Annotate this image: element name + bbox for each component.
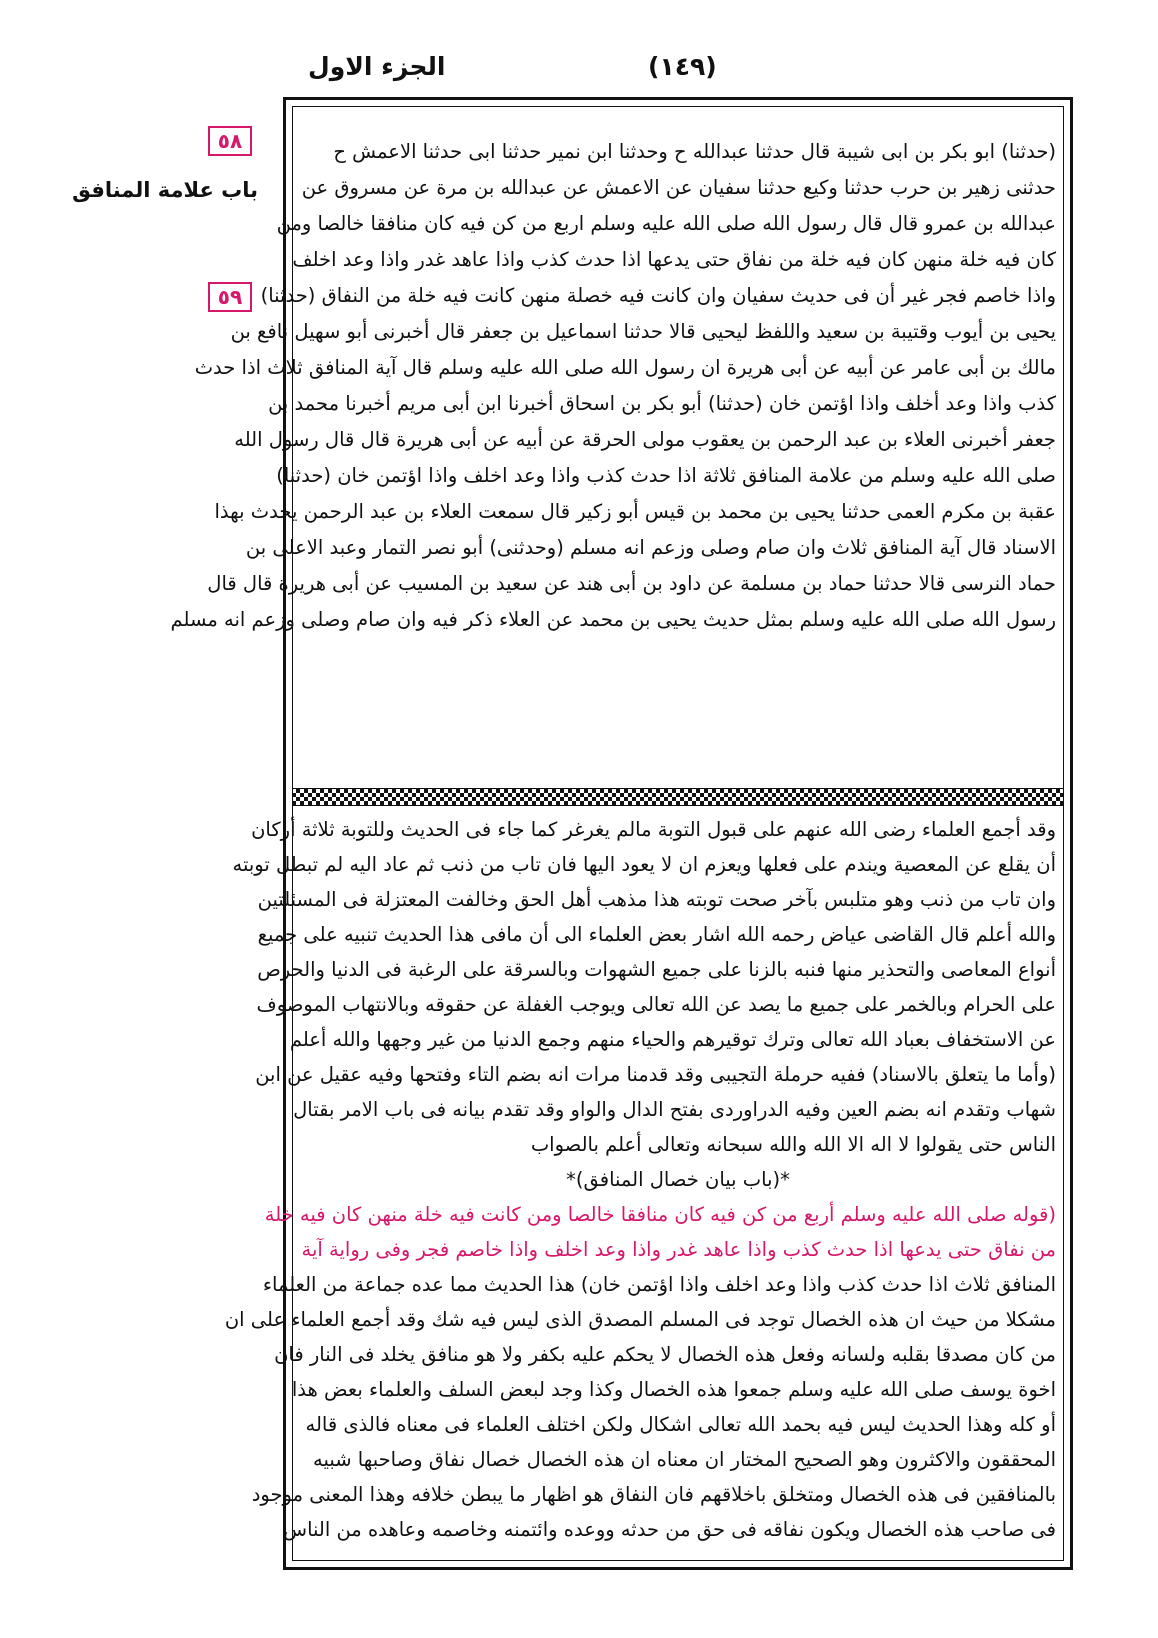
quoted-hadith-line: من نفاق حتى يدعها اذا حدث كذب واذا عاهد غدر واذا وعد اخلف واذا خاصم فجر وفى رواية آية (301, 1238, 1056, 1261)
commentary-line: على الحرام وبالخمر على جميع ما يصد عن الله تعالى ويوجب الغفلة عن حقوقه وبالانتهاب الموصوف (256, 993, 1056, 1016)
hadith-line: كان فيه خلة منهن كان فيه خلة من نفاق حتى يدعها اذا حدث كذب واذا عاهد غدر واذا وعد اخلف (292, 248, 1056, 271)
section-heading: *(باب بيان خصال المنافق)* (566, 1168, 790, 1191)
checkered-divider (292, 788, 1064, 806)
commentary-line: فى صاحب هذه الخصال ويكون نفاقه فى حق من حدثه ووعده وائتمنه وخاصمه وعاهده من الناس (283, 1518, 1056, 1541)
commentary-line: المحققون والاكثرون وهو الصحيح المختار ان معناه ان هذه الخصال خصال نفاق وصاحبها شبيه (313, 1448, 1056, 1471)
hadith-line: عقبة بن مكرم العمى حدثنا يحيى بن محمد بن قيس أبو زكير قال سمعت العلاء بن عبد الرحمن يحدث بهذا (214, 500, 1056, 523)
commentary-line: شهاب وتقدم انه بضم العين وفيه الدراوردى بفتح الدال والواو وقد تقدم بيانه فى باب الامر بقتال (293, 1098, 1056, 1121)
hadith-line: عبدالله بن عمرو قال قال رسول الله صلى الله عليه وسلم اربع من كن فيه كان منافقا خالصا ومن (276, 212, 1056, 235)
commentary-line: أنواع المعاصى والتحذير منها فنبه بالزنا على جميع الشهوات وبالسرقة على الرغبة فى الدنيا والحرص (257, 958, 1056, 981)
quoted-hadith-line: (قوله صلى الله عليه وسلم أربع من كن فيه كان منافقا خالصا ومن كانت فيه خلة منهن كان فيه خلة (264, 1203, 1056, 1226)
commentary-line: من كان مصدقا بقلبه ولسانه وفعل هذه الخصال لا يحكم عليه بكفر ولا هو منافق يخلد فى النار فان (274, 1343, 1056, 1366)
chapter-title-margin: باب علامة المنافق (72, 178, 258, 202)
commentary-line: وقد أجمع العلماء رضى الله عنهم على قبول التوبة مالم يغرغر كما جاء فى الحديث وللتوبة ثلاثة أركان (251, 818, 1056, 841)
commentary-line: بالمنافقين فى هذه الخصال ومتخلق باخلاقهم فان النفاق هو اظهار ما يبطن خلافه وهذا المعنى موجود (251, 1483, 1056, 1506)
hadith-line: رسول الله صلى الله عليه وسلم بمثل حديث يحيى بن محمد عن العلاء ذكر فيه وان صام وصلى وزعم انه مسلم (170, 608, 1056, 631)
hadith-line: مالك بن أبى عامر عن أبيه عن أبى هريرة ان رسول الله صلى الله عليه وسلم قال آية المنافق ثلاث اذا حدث (194, 356, 1056, 379)
commentary-line: والله أعلم قال القاضى عياض رحمه الله اشار بعض العلماء الى أن مافى هذا الحديث تنبيه على جميع (257, 923, 1056, 946)
commentary-line: (وأما ما يتعلق بالاسناد) ففيه حرملة التجيبى وقد قدمنا مرات انه بضم التاء وفتحها وفيه عقيل عن ابن (255, 1063, 1056, 1086)
hadith-line: (حدثنا) ابو بكر بن ابى شيبة قال حدثنا عبدالله ح وحدثنا ابن نمير حدثنا ابى حدثنا الاعمش ح (333, 140, 1056, 163)
commentary-text (224, 812, 1056, 1542)
commentary-line: عن الاستخفاف بعباد الله تعالى وترك توقيرهم والحياء منهم وجمع الدنيا من غير وجهها والله أعلم (289, 1028, 1056, 1051)
commentary-line: أو كله وهذا الحديث ليس فيه بحمد الله تعالى اشكال ولكن اختلف العلماء فى معناه فالذى قاله (305, 1413, 1056, 1436)
hadith-line: كذب واذا وعد أخلف واذا اؤتمن خان (حدثنا) أبو بكر بن اسحاق أخبرنا ابن أبى مريم أخبرنا محمد بن (268, 392, 1056, 415)
commentary-line: أن يقلع عن المعصية ويندم على فعلها ويعزم ان لا يعود اليها فان تاب من ذنب ثم عاد اليه لم تبطل توبته (232, 853, 1056, 876)
hadith-line: الاسناد قال آية المنافق ثلاث وان صام وصلى وزعم انه مسلم (وحدثنى) أبو نصر التمار وعبد الاعلى بن (245, 536, 1056, 559)
volume-title: الجزء الاول (308, 52, 446, 81)
hadith-line: صلى الله عليه وسلم من علامة المنافق ثلاثة اذا حدث كذب واذا وعد اخلف واذا اؤتمن خان (حدثنا) (276, 464, 1056, 487)
hadith-number-59: ٥٩ (208, 282, 252, 312)
hadith-line: حماد النرسى قالا حدثنا حماد بن مسلمة عن داود بن أبى هند عن سعيد بن المسيب عن أبى هريرة قال قال (207, 572, 1056, 595)
page-number: (١٤٩) (648, 52, 717, 81)
hadith-line: جعفر أخبرنى العلاء بن عبد الرحمن بن يعقوب مولى الحرقة عن أبيه عن أبى هريرة قال قال رسول الله (234, 428, 1056, 451)
hadith-line: حدثنى زهير بن حرب حدثنا وكيع حدثنا سفيان عن الاعمش عن عبدالله بن مرة عن مسروق عن (301, 176, 1056, 199)
commentary-line: مشكلا من حيث ان هذه الخصال توجد فى المسلم المصدق الذى ليس فيه شك وقد أجمع العلماء على ان (224, 1308, 1056, 1331)
commentary-line: المنافق ثلاث اذا حدث كذب واذا وعد اخلف واذا اؤتمن خان) هذا الحديث مما عده جماعة من العلماء (262, 1273, 1056, 1296)
running-head (0, 52, 1158, 92)
commentary-line: اخوة يوسف صلى الله عليه وسلم جمعوا هذه الخصال وكذا وجد لبعض السلف والعلماء بعض هذا (291, 1378, 1056, 1401)
hadith-number-58: ٥٨ (208, 126, 252, 156)
commentary-line: وان تاب من ذنب وهو متلبس بآخر صحت توبته هذا مذهب أهل الحق وخالفت المعتزلة فى المسئلتين (257, 888, 1056, 911)
hadith-line: يحيى بن أيوب وقتيبة بن سعيد واللفظ ليحيى قالا حدثنا اسماعيل بن جعفر قال أخبرنى أبو سهيل نافع بن (230, 320, 1056, 343)
commentary-line: الناس حتى يقولوا لا اله الا الله والله سبحانه وتعالى أعلم بالصواب (530, 1133, 1056, 1156)
hadith-line: واذا خاصم فجر غير أن فى حديث سفيان وان كانت فيه خصلة منهن كانت فيه خلة من النفاق (حدثنا) (260, 284, 1056, 307)
